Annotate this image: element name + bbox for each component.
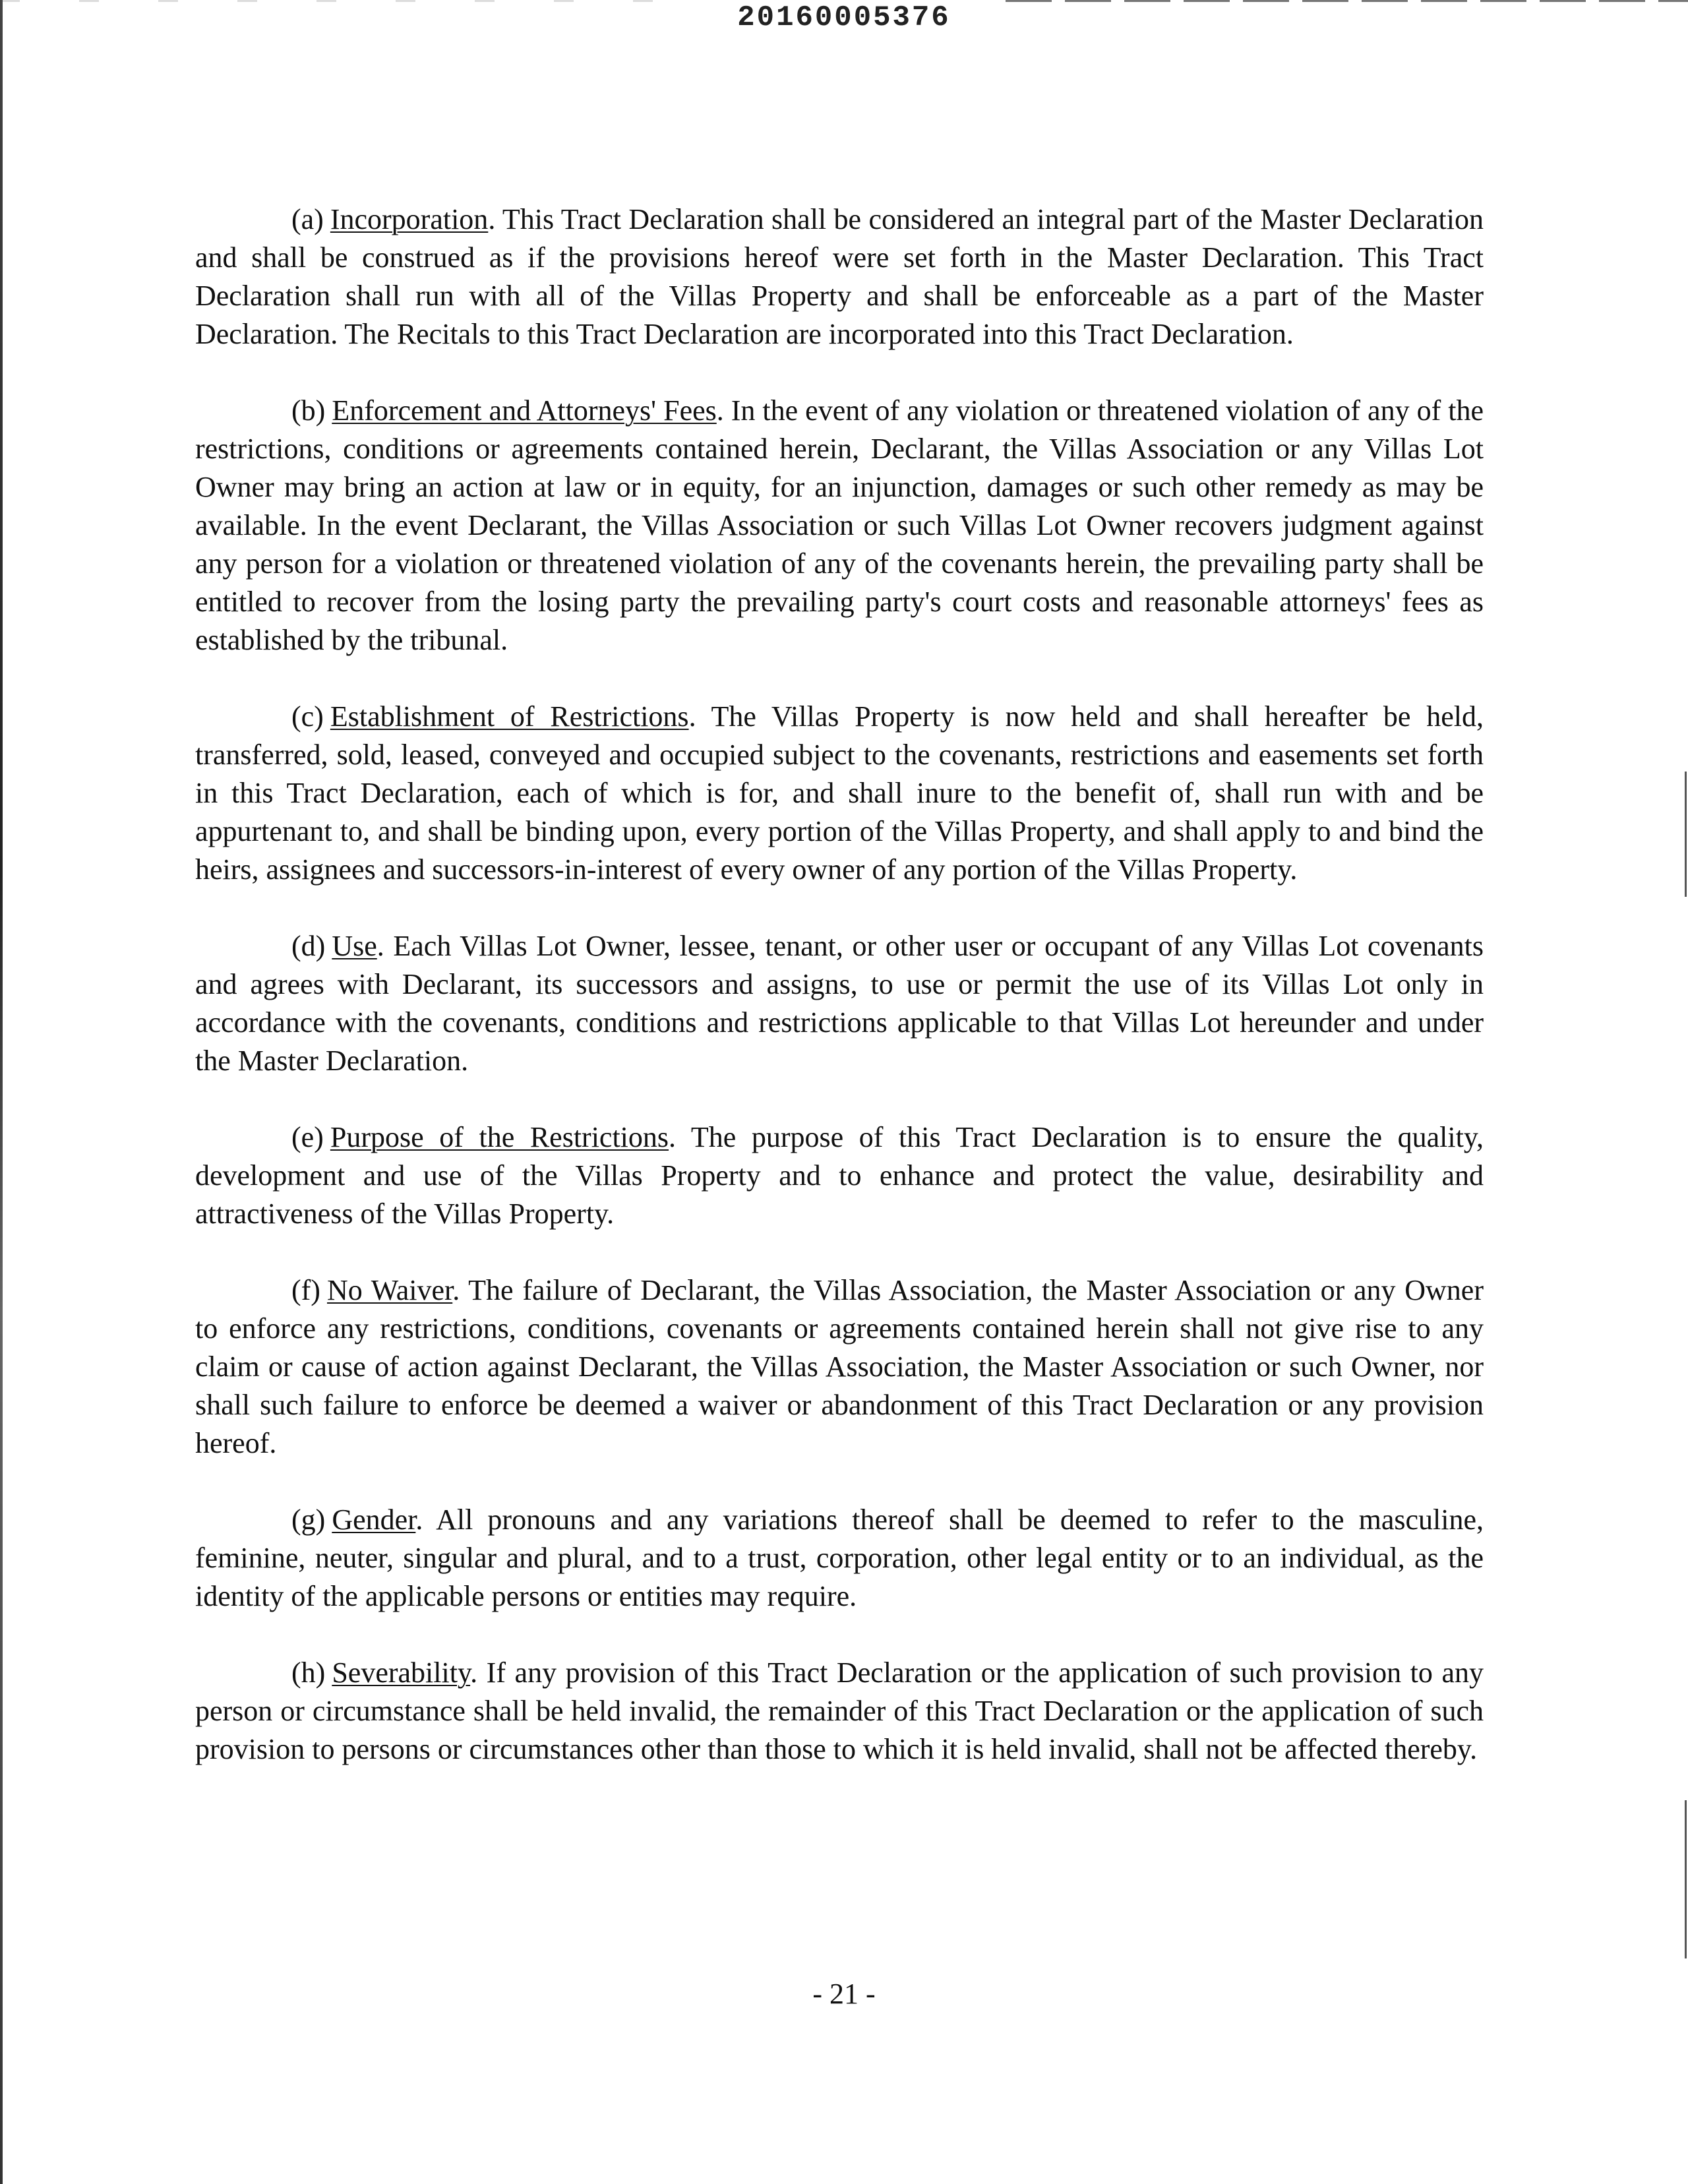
paragraph-gender xyxy=(195,1501,1484,1616)
document-body xyxy=(195,200,1484,1807)
paragraph-body: . In the event of any violation or threatened violation of any of the restrictions, conditions or agreements contained herein, Declarant, the Villas Association or any Villas Lot Owner may bring an action at law or in equity, for an injunction, damages or such other remedy as may be available. In the event Declarant, the Villas Association or such Villas Lot Owner recovers judgment against any person for a violation or threatened violation of any of the covenants herein, the prevailing party shall be entitled to recover from the losing party the prevailing party's court costs and reasonable attorneys' fees as established by the tribunal. xyxy=(195,394,1484,656)
paragraph-body: . If any provision of this Tract Declaration or the application of such provision to any person or circumstance shall be held invalid, the remainder of this Tract Declaration or the application of such provision to persons or circumstances other than those to which it is held invalid, shall not be affected thereby. xyxy=(195,1656,1484,1765)
paragraph-heading: Severability xyxy=(332,1656,471,1689)
paragraph-use xyxy=(195,927,1484,1080)
paragraph-heading: Incorporation xyxy=(330,203,489,235)
paragraph-no-waiver xyxy=(195,1271,1484,1463)
paragraph-enforcement xyxy=(195,392,1484,659)
paragraph-body: . All pronouns and any variations thereof shall be deemed to refer to the masculine, feminine, neuter, singular and plural, and to a trust, corporation, other legal entity or to an individual, as the identity of the applicable persons or entities may require. xyxy=(195,1503,1484,1612)
paragraph-body: . The purpose of this Tract Declaration is to ensure the quality, development and use of the Villas Property and to enhance and protect the value, desirability and attractiveness of the Villas Property. xyxy=(195,1121,1484,1230)
paragraph-label: (e) xyxy=(291,1121,324,1153)
paragraph-heading: Gender xyxy=(332,1503,416,1536)
paragraph-label: (g) xyxy=(291,1503,326,1536)
paragraph-label: (b) xyxy=(291,394,326,427)
paragraph-label: (d) xyxy=(291,930,326,962)
paragraph-body: . The failure of Declarant, the Villas Association, the Master Association or any Owner to enforce any restrictions, conditions, covenants or agreements contained herein shall not give rise to any claim or cause of action against Declarant, the Villas Association, the Master Association or such Owner, nor shall such failure to enforce be deemed a waiver or abandonment of this Tract Declaration or any provision hereof. xyxy=(195,1274,1484,1459)
paragraph-severability xyxy=(195,1654,1484,1769)
paragraph-label: (h) xyxy=(291,1656,326,1689)
paragraph-heading: Establishment of Restrictions xyxy=(330,700,689,733)
paragraph-label: (a) xyxy=(291,203,324,235)
paragraph-heading: Purpose of the Restrictions xyxy=(330,1121,669,1153)
paragraph-purpose xyxy=(195,1118,1484,1233)
paragraph-heading: Use xyxy=(332,930,377,962)
paragraph-establishment xyxy=(195,698,1484,889)
scan-artifact-left-edge xyxy=(0,0,3,2184)
paragraph-body: . This Tract Declaration shall be considered an integral part of the Master Declaration and shall be construed as if the provisions hereof were set forth in the Master Declaration. This Tract Declaration shall run with all of the Villas Property and shall be enforceable as a part of the Master Declaration. The Recitals to this Tract Declaration are incorporated into this Tract Declaration. xyxy=(195,203,1484,350)
page-number: - 21 - xyxy=(812,1978,876,2010)
paragraph-heading: No Waiver xyxy=(326,1274,453,1306)
paragraph-heading: Enforcement and Attorneys' Fees xyxy=(332,394,717,427)
paragraph-incorporation xyxy=(195,200,1484,353)
scan-artifact-right-edge xyxy=(1685,772,1687,897)
paragraph-body: . Each Villas Lot Owner, lessee, tenant, or other user or occupant of any Villas Lot covenants and agrees with Declarant, its successors and assigns, to use or permit the use of its Villas Lot only in accordance with the covenants, conditions and restrictions applicable to that Villas Lot hereunder and under the Master Declaration. xyxy=(195,930,1484,1077)
paragraph-label: (f) xyxy=(291,1274,320,1306)
paragraph-label: (c) xyxy=(291,700,324,733)
document-number: 20160005376 xyxy=(737,1,951,34)
paragraph-body: . The Villas Property is now held and shall hereafter be held, transferred, sold, leased, conveyed and occupied subject to the covenants, restrictions and easements set forth in this Tract Declaration, each of which is for, and shall inure to the benefit of, shall run with and be appurtenant to, and shall be binding upon, every portion of the Villas Property, and shall apply to and bind the heirs, assignees and successors-in-interest of every owner of any portion of the Villas Property. xyxy=(195,700,1484,886)
scan-artifact-right-edge xyxy=(1685,1800,1687,1958)
